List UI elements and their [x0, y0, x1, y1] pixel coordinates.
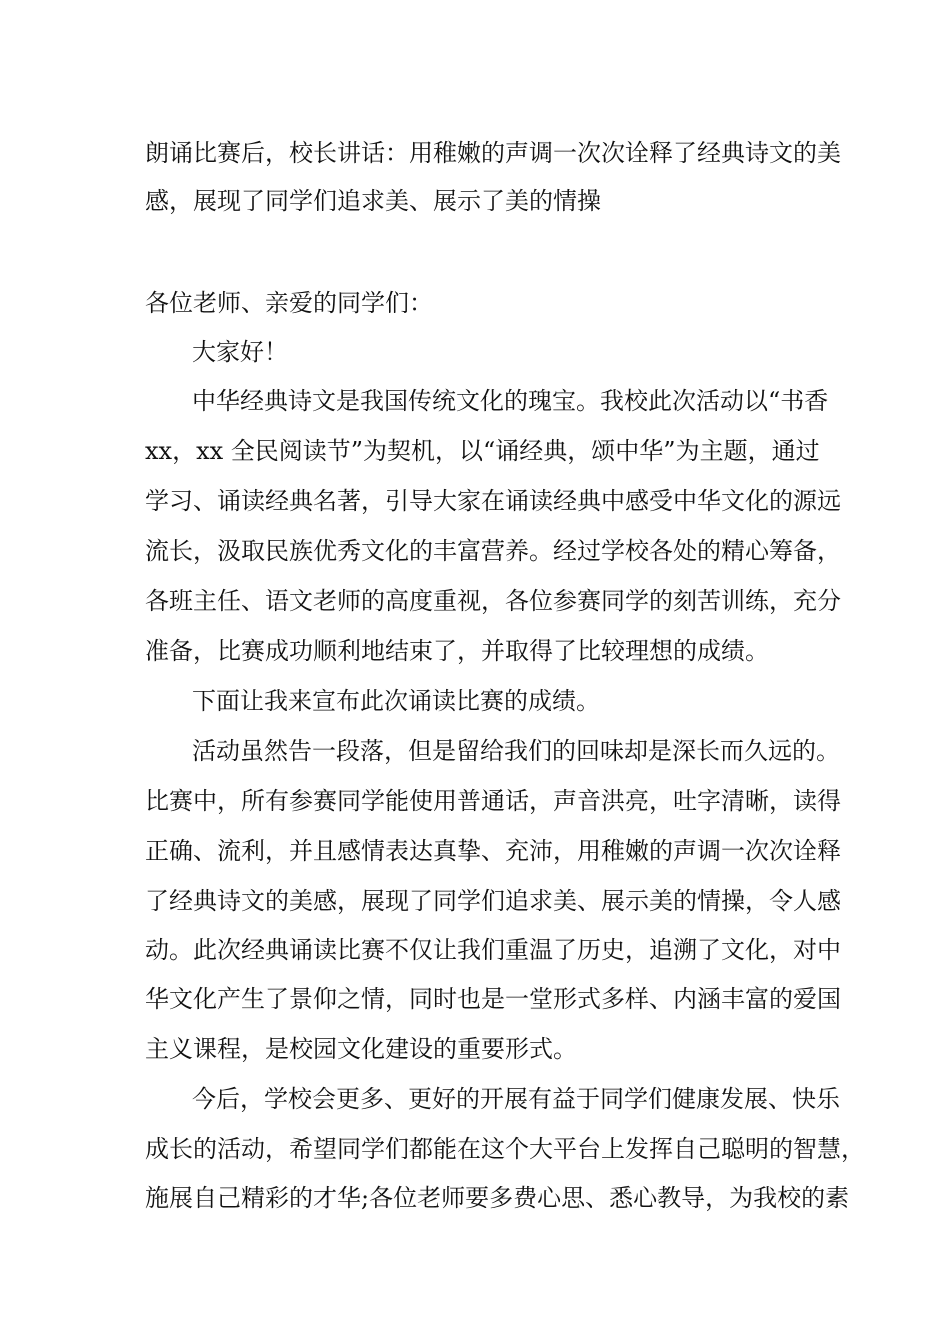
paragraph-2: 下面让我来宣布此次诵读比赛的成绩。 [192, 687, 600, 715]
paragraph-4-line: 施展自己精彩的才华;各位老师要多费心思、悉心教导，为我校的素 [145, 1184, 850, 1212]
paragraph-3-line: 正确、流利，并且感情表达真挚、充沛，用稚嫩的声调一次次诠释 [145, 837, 841, 865]
paragraph-3-line: 活动虽然告一段落，但是留给我们的回味却是深长而久远的。 [192, 737, 840, 765]
paragraph-3-line: 比赛中，所有参赛同学能使用普通话，声音洪亮，吐字清晰，读得 [145, 787, 841, 815]
paragraph-3-line: 华文化产生了景仰之情，同时也是一堂形式多样、内涵丰富的爱国 [145, 985, 841, 1013]
paragraph-3-line: 主义课程，是校园文化建设的重要形式。 [145, 1035, 577, 1063]
paragraph-3-line: 了经典诗文的美感，展现了同学们追求美、展示美的情操，令人感 [145, 887, 841, 915]
paragraph-3-line: 动。此次经典诵读比赛不仅让我们重温了历史，追溯了文化，对中 [145, 936, 841, 964]
salutation: 各位老师、亲爱的同学们： [145, 289, 433, 317]
title-line-2: 感，展现了同学们追求美、展示了美的情操 [145, 187, 601, 215]
paragraph-1-line: 中华经典诗文是我国传统文化的瑰宝。我校此次活动以“书香 [192, 387, 829, 415]
paragraph-1-line: 流长，汲取民族优秀文化的丰富营养。经过学校各处的精心筹备， [145, 537, 841, 565]
paragraph-1-line: 准备，比赛成功顺利地结束了，并取得了比较理想的成绩。 [145, 637, 769, 665]
paragraph-4-line: 成长的活动，希望同学们都能在这个大平台上发挥自己聪明的智慧， [145, 1135, 865, 1163]
paragraph-1-line: 学习、诵读经典名著，引导大家在诵读经典中感受中华文化的源远 [145, 487, 841, 515]
greeting: 大家好！ [192, 338, 288, 366]
paragraph-1-line: xx，xx 全民阅读节”为契机，以“诵经典，颂中华”为主题，通过 [145, 437, 820, 465]
title-line-1: 朗诵比赛后，校长讲话：用稚嫩的声调一次次诠释了经典诗文的美 [145, 139, 841, 167]
paragraph-4-line: 今后，学校会更多、更好的开展有益于同学们健康发展、快乐 [192, 1085, 840, 1113]
paragraph-1-line: 各班主任、语文老师的高度重视，各位参赛同学的刻苦训练，充分 [145, 587, 841, 615]
